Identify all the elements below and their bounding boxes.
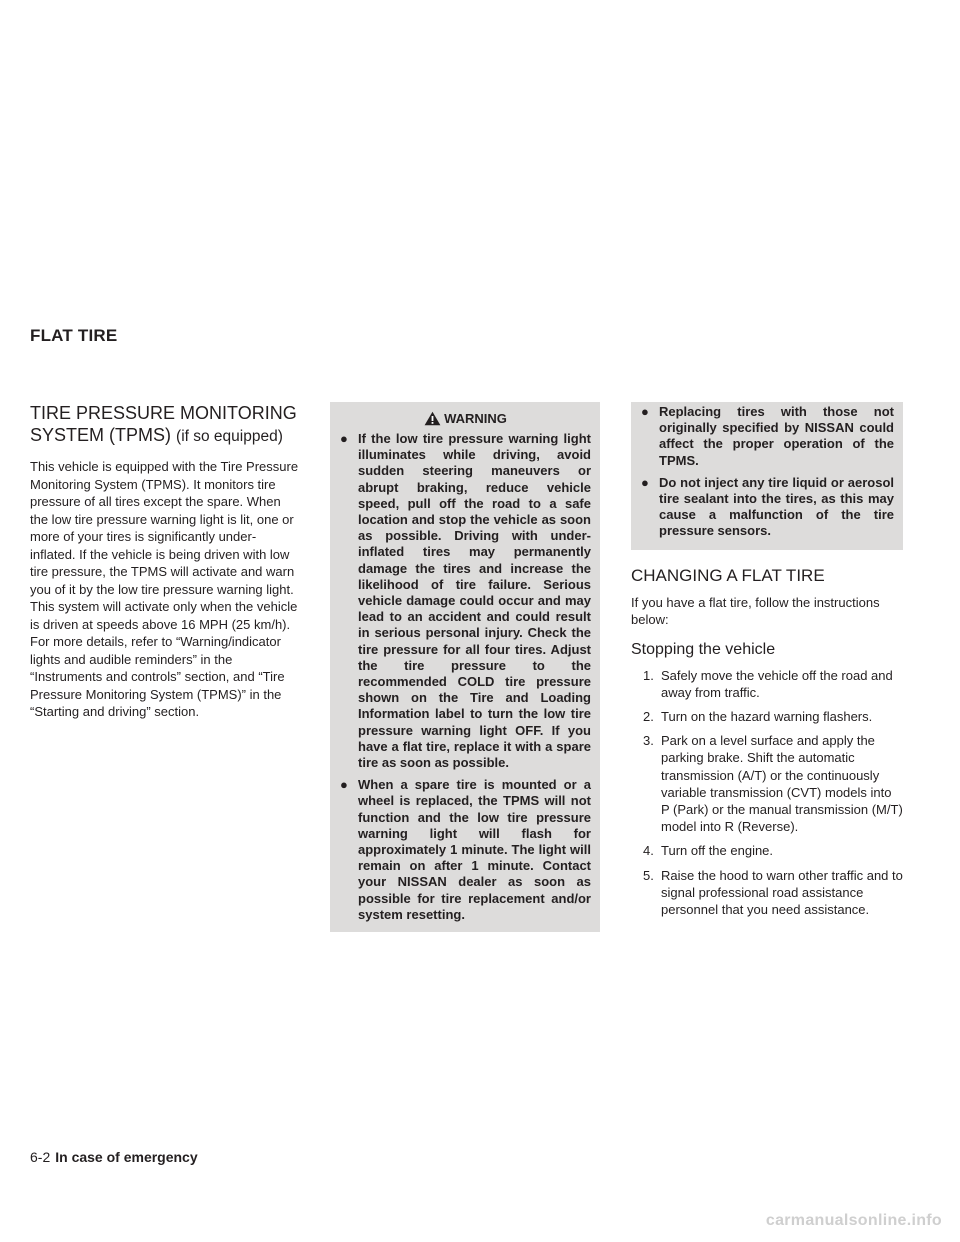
warning-list [340, 431, 591, 923]
page-number: 6-2 [30, 1149, 51, 1165]
warning-item: ● If the low tire pressure warning light illuminates while driving, avoid sudden steering maneuvers or abrupt braking, reduce vehicle speed, pull off the road to a safe location and stop the vehicle as soon as possible. Driving with under-inflated tires may permanently damage the tires and increase the likelihood of tire failure. Serious vehicle damage could occur and may lead to an accident and could result in serious personal injury. Check the tire pressure for all four tires. Adjust the tire pressure to the recommended COLD tire pressure shown on the Tire and Loading Information label to turn the low tire pressure warning light OFF. If you have a flat tire, replace it with a spare tire as soon as possible. [340, 431, 591, 771]
warning-box-continued [631, 402, 903, 550]
watermark: carmanualsonline.info [765, 1212, 942, 1229]
warning-triangle-icon [424, 411, 441, 426]
step-item: 2. Turn on the hazard warning flashers. [643, 709, 873, 725]
warning-item: ● When a spare tire is mounted or a wheel is replaced, the TPMS will not function and the low tire pressure warning light will flash for approximately 1 minute. The light will remain on after 1 minute. Contact your NISSAN dealer as soon as possible for tire replacement and/or system resetting. [340, 777, 591, 922]
warning-box [330, 402, 600, 932]
bullet-icon: ● [340, 777, 348, 793]
page-footer [30, 1149, 198, 1165]
step-item: 4. Turn off the engine. [643, 843, 774, 859]
bullet-icon: ● [340, 431, 348, 446]
tpms-heading [30, 402, 300, 448]
stopping-steps [631, 667, 903, 919]
bullet-icon: ● [641, 404, 649, 419]
warning-column [330, 402, 600, 932]
warning-item: ● Replacing tires with those not originally specified by NISSAN could affect the proper operation of the TPMS. [641, 404, 894, 468]
changing-heading: CHANGING A FLAT TIRE [631, 565, 825, 585]
chapter-title: In case of emergency [55, 1149, 198, 1165]
step-item: 3. Park on a level surface and apply the parking brake. Shift the automatic transmission (A/T) or the continuously variable transmission (CVT) models into P (Park) or the manual transmission (M/T) model into R (Reverse). [643, 733, 903, 835]
tpms-column [30, 402, 300, 721]
warning-list [641, 404, 894, 540]
tpms-heading-line2: SYSTEM (TPMS) [30, 425, 172, 445]
tpms-heading-line1: TIRE PRESSURE MONITORING [30, 403, 297, 423]
section-title: FLAT TIRE [30, 326, 118, 345]
step-item: 1. Safely move the vehicle off the road and away from traffic. [643, 667, 893, 700]
stopping-heading: Stopping the vehicle [631, 640, 776, 658]
warning-header [340, 411, 591, 426]
changing-body: If you have a flat tire, follow the instructions below: [631, 594, 880, 628]
warning-title: WARNING [444, 411, 507, 426]
warning-item: ● Do not inject any tire liquid or aerosol tire sealant into the tires, as this may cause a malfunction of the tire pressure sensors. [641, 474, 894, 539]
bullet-icon: ● [641, 474, 649, 490]
tpms-body: This vehicle is equipped with the Tire Pressure Monitoring System (TPMS). It monitors tire pressure of all tires except the spare. When the low tire pressure warning light is lit, one or more of your tires is significantly under-inflated. If the vehicle is being driven with low tire pressure, the TPMS will activate and warn you of it by the low tire pressure warning light. This system will activate only when the vehicle is driven at speeds above 16 MPH (25 km/h). For more details, refer to “Warning/indicator lights and audible reminders” in the “Instruments and controls” section, and “Tire Pressure Monitoring System (TPMS)” in the “Starting and driving” section. [30, 459, 299, 719]
changing-column [631, 402, 903, 925]
step-item: 5. Raise the hood to warn other traffic and to signal professional road assistance personnel that you need assistance. [643, 867, 903, 918]
tpms-heading-suffix: (if so equipped) [176, 428, 283, 445]
